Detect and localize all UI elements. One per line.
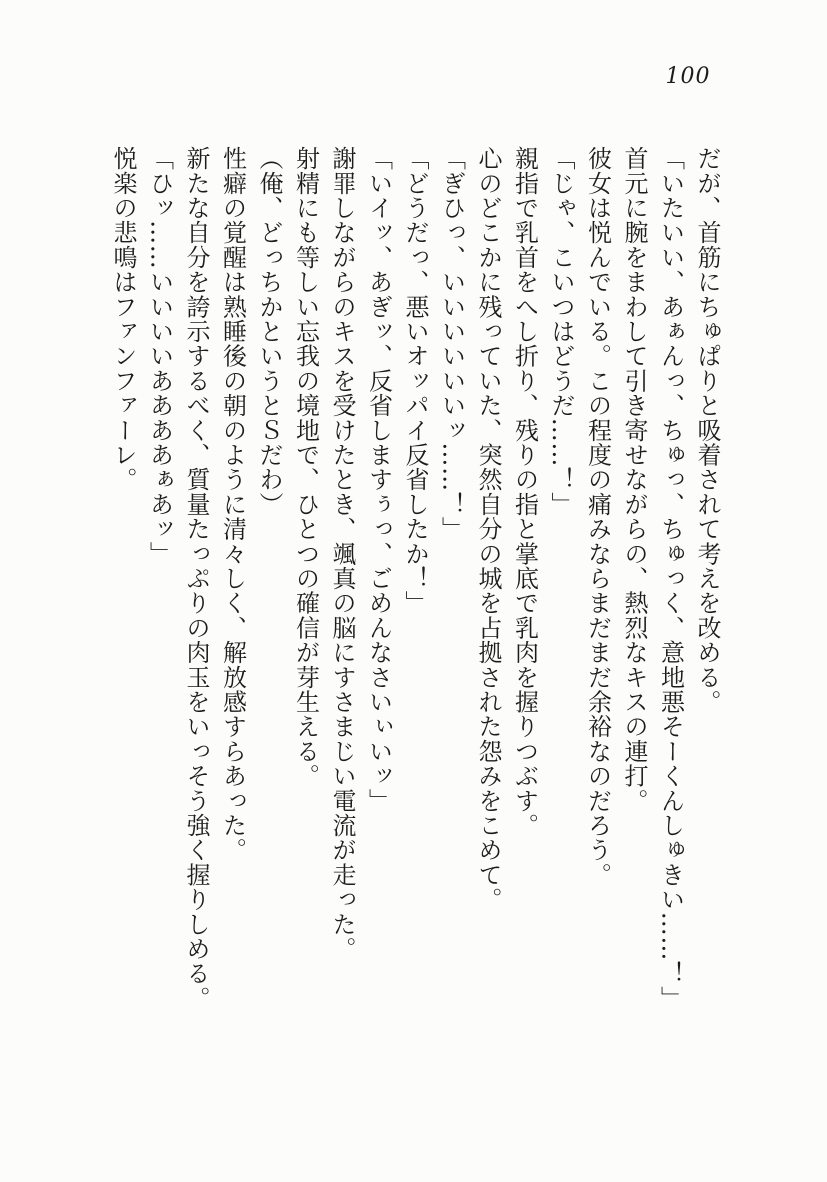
text-line: だが、首筋にちゅぱりと吸着されて考えを改める。 [693,146,721,715]
text-line: 謝罪しながらのキスを受けたとき、颯真の脳にすさまじい電流が走った。 [328,146,356,962]
text-line: 「ひッ……いいいいああああぁあッ」 [145,146,174,566]
text-line: 首元に腕をまわして引き寄せながらの、熱烈なキスの連打。 [620,146,648,813]
text-line: 「いたいい、あぁんっ、ちゅっ、ちゅっく、意地悪そーくんしゅきい……！」 [656,146,685,1011]
text-line: （俺、どっちかというとＳだわ） [255,146,283,517]
text-line: 「ぎひっ、いいいいいいッ……！」 [437,146,466,542]
text-line: 「いイッ、あぎッ、反省しますぅっ、ごめんなさいぃいッ」 [364,146,393,813]
text-line: 射精にも等しい忘我の境地で、ひとつの確信が芽生える。 [291,146,320,789]
text-line: 彼女は悦んでいる。この程度の痛みならまだまだ余裕なのだろう。 [583,146,612,887]
vertical-text-block [105,146,726,1014]
text-line: 新たな自分を誇示するべく、質量たっぷりの肉玉をいっそう強く握りしめる。 [182,146,210,1011]
text-line: 「じゃ、こいつはどうだ……！」 [547,146,575,517]
text-line: 親指で乳首をへし折り、残りの指と掌底で乳肉を握りつぶす。 [510,146,539,838]
text-line: 悦楽の悲鳴はファンファーレ。 [109,146,137,492]
text-line: 性癖の覚醒は熟睡後の朝のように清々しく、解放感すらあった。 [218,146,247,863]
text-line: 「どうだっ、悪いオッパイ反省したか！」 [401,146,429,616]
page-number: 100 [665,64,711,89]
text-line: 心のどこかに残っていた、突然自分の城を占拠された怨みをこめて。 [474,146,502,912]
